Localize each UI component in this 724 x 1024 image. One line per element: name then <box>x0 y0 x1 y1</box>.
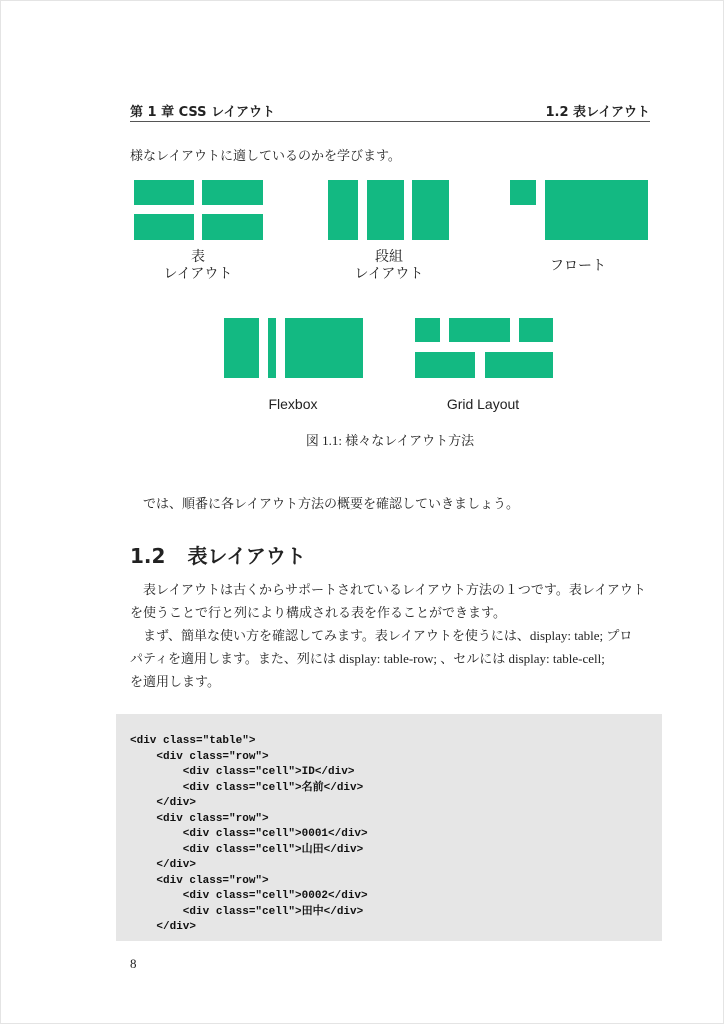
code-text: <div class="table"> <div class="row"> <div class="cell">ID</div> <div class="cell">名前</div> </div> <div class="row"> <div class="cell">0001</div> <div class="cell">山田</div> </div> <div class="row"> <div class="cell">0002</div> <div class="cell">田中</div> </div> <box>130 735 368 933</box>
float-large-box <box>545 180 648 240</box>
column-layout-label <box>339 248 439 282</box>
table-layout-cell <box>134 180 194 205</box>
table-layout-cell <box>202 180 263 205</box>
paragraph: では、順番に各レイアウト方法の概要を確認していきましょう。 <box>143 496 519 511</box>
column-layout-column <box>367 180 404 240</box>
flexbox-item <box>268 318 276 378</box>
body-line: を適用します。 <box>130 674 220 689</box>
table-layout-cell <box>202 214 263 240</box>
grid-item <box>415 318 440 342</box>
label-line: レイアウト <box>163 265 233 281</box>
table-layout-cell <box>134 214 194 240</box>
grid-item <box>449 318 510 342</box>
grid-item <box>519 318 553 342</box>
grid-label: Grid Layout <box>446 396 520 412</box>
intro-text: 様なレイアウトに適しているのかを学びます。 <box>130 148 401 163</box>
code-block <box>116 714 662 941</box>
grid-item <box>415 352 475 378</box>
column-layout-column <box>412 180 449 240</box>
body-line: を使うことで行と列により構成される表を作ることができます。 <box>130 605 506 620</box>
page-number: 8 <box>130 956 137 971</box>
float-small-box <box>510 180 536 205</box>
running-header-chapter: 第 1 章 CSS レイアウト <box>130 105 276 120</box>
section-number: 1.2 <box>130 544 166 568</box>
flexbox-label: Flexbox <box>268 396 318 412</box>
float-label: フロート <box>550 257 606 273</box>
label-line: 段組 <box>375 248 403 264</box>
section-heading <box>130 540 306 569</box>
section-body <box>130 578 650 693</box>
flexbox-item <box>224 318 259 378</box>
label-line: 表 <box>191 248 205 264</box>
table-layout-label <box>148 248 248 282</box>
label-line: レイアウト <box>354 265 424 281</box>
header-rule <box>130 121 650 122</box>
section-title: 表レイアウト <box>187 544 306 568</box>
body-line: パティを適用します。また、列には display: table-row; 、セルには display: table-cell; <box>130 651 605 666</box>
figure-caption: 図 1.1: 様々なレイアウト方法 <box>305 433 475 448</box>
running-header-section: 1.2 表レイアウト <box>545 105 650 120</box>
column-layout-column <box>328 180 358 240</box>
body-line: まず、簡単な使い方を確認してみます。表レイアウトを使うには、display: table; プロ <box>130 628 633 643</box>
body-line: 表レイアウトは古くからサポートされているレイアウト方法の１つです。表レイアウト <box>130 582 646 597</box>
flexbox-item <box>285 318 363 378</box>
grid-item <box>485 352 553 378</box>
